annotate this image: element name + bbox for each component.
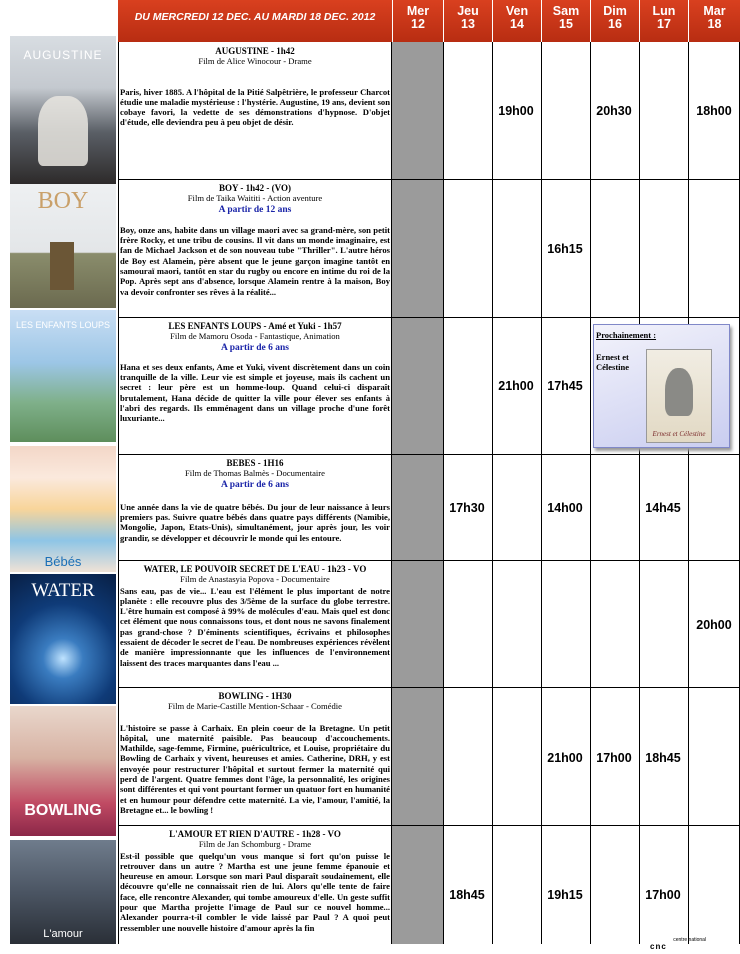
day-header-dim: Dim 16: [590, 0, 639, 42]
showtime[interactable]: 17h00: [645, 888, 681, 902]
grid-line: [391, 42, 392, 944]
grid-line: [118, 687, 740, 688]
film-boy: [120, 183, 390, 297]
schedule-grid: [118, 42, 740, 944]
grid-line: [118, 179, 740, 180]
day-header-mer: Mer 12: [392, 0, 443, 42]
film-title: BEBES - 1H16: [226, 458, 284, 468]
day-header-ven: Ven 14: [492, 0, 541, 42]
grid-line: [118, 317, 740, 318]
film-water: [120, 564, 390, 668]
poster-figure: [38, 96, 88, 166]
film-director: Film de Alice Winocour - Drame: [198, 56, 312, 67]
grid-line: [541, 42, 542, 944]
poster-column: [0, 0, 118, 944]
film-director: Film de Taika Waititi - Action aventure: [187, 193, 323, 204]
film-age: A partir de 6 ans: [221, 479, 289, 490]
film-title: L'AMOUR ET RIEN D'AUTRE - 1h28 - VO: [169, 829, 341, 839]
film-amour: [120, 829, 390, 933]
day-header-jeu: Jeu 13: [443, 0, 492, 42]
film-bowling: [120, 691, 390, 815]
film-title: AUGUSTINE - 1h42: [215, 46, 295, 56]
day-header-mar: Mar 18: [688, 0, 740, 42]
film-title: BOWLING - 1H30: [218, 691, 292, 701]
schedule-header: [118, 0, 740, 42]
showtime[interactable]: 14h00: [547, 501, 583, 515]
showtime[interactable]: 19h15: [547, 888, 583, 902]
grid-line: [443, 42, 444, 944]
grid-line: [118, 825, 740, 826]
film-synopsis: Est-il possible que quelqu'un vous manque si fort qu'on puisse le retrouver dans un autre ? Martha est une jeune femme épanouie et heureuse en amour. Lorsque son mari Paul disparaît soudainement, elle découvre qu'elle ne connaissait rien de lui. Alors qu'elle tente de faire face, elle rencontre Alexander, qui tombe amoureux d'elle. Un geste suffit pour que Martha projette l'image de Paul sur ce nouvel homme... Alexander pourra-t-il combler le vide laissé par Paul ? A quoi peut ressembler une nouvelle histoire d'amour après la fin: [120, 850, 390, 933]
showtime[interactable]: 21h00: [547, 751, 583, 765]
poster-title: BOY: [37, 188, 89, 214]
showtime[interactable]: 18h45: [645, 751, 681, 765]
film-title: BOY - 1h42 - (VO): [219, 183, 291, 193]
film-synopsis: Une année dans la vie de quatre bébés. Du jour de leur naissance à leurs premiers pas. Suivre quatre bébés dans quatre pays différents (Namibie, Mongolie, Japon, Etats-Unis), simultanément, jour après jour, les voir grandir, se développer et découvrir le monde qui les entoure.: [120, 501, 390, 543]
poster-augustine[interactable]: [10, 36, 116, 184]
grid-line: [118, 42, 119, 944]
poster-title: WATER: [31, 580, 95, 601]
grid-line: [688, 42, 689, 944]
showtime[interactable]: 20h00: [696, 618, 732, 632]
poster-title: BOWLING: [24, 802, 102, 819]
poster-title: L'amour: [43, 928, 83, 940]
grid-line: [492, 42, 493, 944]
film-synopsis: Sans eau, pas de vie... L'eau est l'élément le plus important de notre planète : elle recouvre plus des 3/5ème de la surface du globe terrestre. L'être humain est composé à 99% de molécules d'eau. Mais quel est donc cet élément que nous connaissons tous, et dont nous ne savons finalement pas grand-chose ? D'éminents scientifiques, écrivains et philosophes essaient de décoder le secret de l'eau. De nombreuses expériences révèlent de manière impressionnante que les influences de l'environnement laissent des traces marquantes dans l'eau ...: [120, 585, 390, 668]
film-synopsis: L'histoire se passe à Carhaix. En plein coeur de la Bretagne. Un petit hôpital, une maternité paisible. Pas beaucoup d'accouchements. Mathilde, sage-femme, Firmine, puéricultrice, et Louise, propriétaire du Bowling de Carhaix y vivent, heureuses et amies. Catherine, DRH, y est envoyée pour restructurer l'hôpital et surtout fermer la maternité qui perd de l'argent. Quatre femmes dont l'âge, la personnalité, les origines sont différentes et qui vont pourtant former un quatuor fort en humanité et en humour pour défendre cette maternité. La vie, l'amour, l'amitié, la Bretagne et... le bowling !: [120, 722, 390, 815]
day-header-sam: Sam 15: [541, 0, 590, 42]
grid-line: [639, 42, 640, 944]
poster-bear: [665, 368, 693, 416]
grid-line: [590, 42, 591, 944]
showtime[interactable]: 19h00: [498, 104, 534, 118]
showtime[interactable]: 17h45: [547, 379, 583, 393]
showtime[interactable]: 17h30: [449, 501, 485, 515]
poster-loups[interactable]: [10, 310, 116, 442]
poster-title: Bébés: [44, 554, 82, 569]
coming-soon-box[interactable]: [593, 324, 730, 448]
cnc-logo-text: centre national: [673, 937, 707, 943]
poster-amour[interactable]: [10, 840, 116, 944]
cnc-logo: [650, 936, 740, 951]
showtime[interactable]: 18h00: [696, 104, 732, 118]
showtime[interactable]: 18h45: [449, 888, 485, 902]
film-age: A partir de 6 ans: [221, 342, 289, 353]
film-title: LES ENFANTS LOUPS - Amé et Yuki - 1h57: [168, 321, 342, 331]
film-age: A partir de 12 ans: [218, 204, 292, 215]
grid-line: [118, 454, 740, 455]
poster-bebes[interactable]: [10, 446, 116, 572]
grid-line: [118, 560, 740, 561]
poster-boy[interactable]: [10, 184, 116, 308]
film-director: Film de Thomas Balmès - Documentaire: [185, 468, 325, 479]
film-director: Film de Jan Schomburg - Drame: [198, 839, 312, 850]
film-director: Film de Marie-Castille Mention-Schaar - Comédie: [168, 701, 342, 712]
film-director: Film de Anastasyia Popova - Documentaire: [180, 574, 330, 585]
showtime[interactable]: 16h15: [547, 242, 583, 256]
coming-soon-poster: [646, 349, 712, 443]
film-augustine: [120, 46, 390, 128]
film-synopsis: Paris, hiver 1885. A l'hôpital de la Pitié Salpêtrière, le professeur Charcot étudie une maladie mystérieuse : l'hystérie. Augustine, 19 ans, devient son cobaye favori, la vedette de ses démonstrations d'hypnose. D'objet d'étude, elle deviendra peu à peu objet de désir.: [120, 86, 390, 128]
film-bebes: [120, 458, 390, 543]
showtime[interactable]: 21h00: [498, 379, 534, 393]
poster-water[interactable]: [10, 574, 116, 704]
day-header-lun: Lun 17: [639, 0, 688, 42]
cnc-logo-mark: cnc: [650, 942, 667, 951]
poster-title: LES ENFANTS LOUPS: [15, 320, 111, 330]
film-director: Film de Mamoru Osoda - Fantastique, Animation: [170, 331, 340, 342]
coming-soon-title: Ernest et Célestine: [596, 352, 630, 372]
poster-bowling[interactable]: [10, 706, 116, 836]
showtime[interactable]: 14h45: [645, 501, 681, 515]
film-synopsis: Hana et ses deux enfants, Ame et Yuki, vivent discrètement dans un coin tranquille de la ville. Leur vie est simple et joyeuse, mais ils cachent un secret : leur père est un homme-loup. Quand celui-ci disparaît brutalement, Hana décide de quitter la ville pour élever ses enfants à l'abri des regards. Ils emménagent dans un village proche d'une forêt luxuriante...: [120, 361, 390, 424]
period-label: DU MERCREDI 12 DEC. AU MARDI 18 DEC. 2012: [118, 0, 392, 42]
poster-figure: [50, 242, 74, 290]
film-title: WATER, LE POUVOIR SECRET DE L'EAU - 1h23 - VO: [143, 564, 367, 574]
coming-soon-poster-title: Ernest et Célestine: [652, 430, 706, 438]
film-synopsis: Boy, onze ans, habite dans un village maori avec sa grand-mère, son petit frère Rocky, et une tribu de cousins. Il vit dans un monde imaginaire, est fan de Michael Jackson et de son nouveau tube "Thriller". L'autre héros de Boy est Alamein, père absent que le jeune garçon imagine tantôt en samouraï maori, tantôt en star du rugby ou encore en intime du roi de la Pop. Après sept ans d'absence, lorsque Alamein rentre à la maison, Boy va devoir confronter ses rêves à la réalité...: [120, 224, 390, 297]
showtime[interactable]: 20h30: [596, 104, 632, 118]
closed-day-column: [392, 42, 443, 944]
film-loups: [120, 321, 390, 424]
poster-title: AUGUSTINE: [23, 48, 103, 62]
coming-soon-label: Prochainement :: [596, 330, 657, 340]
showtime[interactable]: 17h00: [596, 751, 632, 765]
